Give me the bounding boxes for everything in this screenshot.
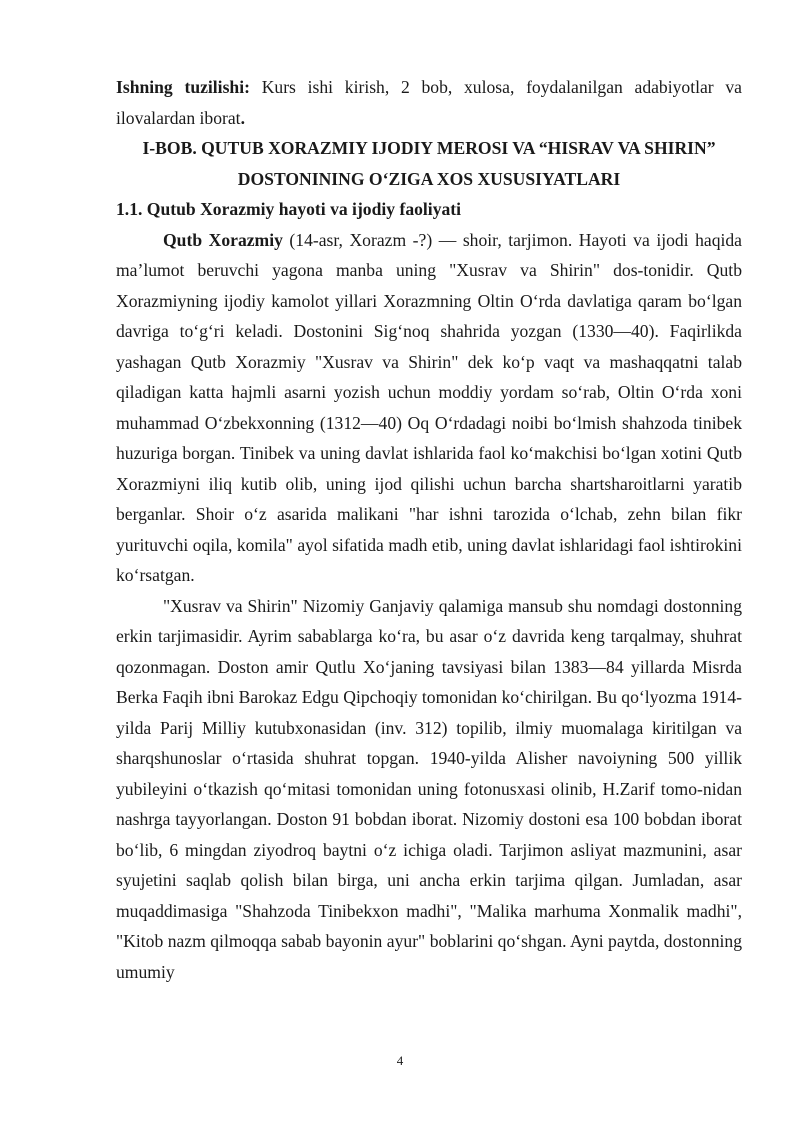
- work-structure-label: Ishning tuzilishi:: [116, 77, 250, 97]
- work-structure-text: Kurs ishi kirish, 2 bob, xulosa, foydalanilgan adabiyotlar va ilovalardan iborat: [116, 77, 742, 128]
- paragraph-lead-name: Qutb Xorazmiy: [163, 229, 283, 250]
- paragraph-1-text: (14-asr, Xorazm -?) — shoir, tarjimon. Hayoti va ijodi haqida ma’lumot beruvchi yagona manba uning "Xusrav va Shirin" dos-tonidir. Qutb Xorazmiyning ijodiy kamolot yillari Xorazmning Oltin O‘rda davlatiga qaram bo‘lgan davriga to‘g‘ri keladi. Dostonini Sig‘noq shahrida yozgan (1330—40). Faqirlikda yashagan Qutb Xorazmiy "Xusrav va Shirin" dek ko‘p vaqt va mashaqqatni talab qiladigan katta hajmli asarni yozish uchun moddiy yordam so‘rab, Oltin O‘rda xoni muhammad O‘zbekxonning (1312—40) Oq O‘rdadagi noibi bo‘lmish shahzoda tinibek huzuriga borgan. Tinibek va uning davlat ishlarida faol ko‘makchisi bo‘lgan xotini Qutb Xorazmiyni iliq kutib olib, uning ijod qilishi uchun barcha shartsharoitlarni yaratib berganlar. Shoir o‘z asarida malikani "har ishni tarozida o‘lchab, zehn bilan fikr yurituvchi oqila, komila" ayol sifatida madh etib, uning davlat ishlaridagi faol ishtirokini ko‘rsatgan.: [116, 229, 742, 585]
- body-paragraph-2: "Xusrav va Shirin" Nizomiy Ganjaviy qalamiga mansub shu nomdagi dostonning erkin tarjimasidir. Ayrim sabablarga ko‘ra, bu asar o‘z davrida keng tarqalmay, shuhrat qozonmagan. Doston amir Qutlu Xo‘janing tavsiyasi bilan 1383—84 yillarda Misrda Berka Faqih ibni Barokaz Edgu Qipchoqiy tomonidan ko‘chirilgan. Bu qo‘lyozma 1914-yilda Parij Milliy kutubxonasidan (inv. 312) topilib, ilmiy muomalaga kiritilgan va sharqshunoslar o‘rtasida shuhrat topgan. 1940-yilda Alisher navoiyning 500 yillik yubileyini o‘tkazish qo‘mitasi tomonidan uning fotonusxasi olinib, H.Zarif tomo-nidan nashrga tayyorlangan. Doston 91 bobdan iborat. Nizomiy dostoni esa 100 bobdan iborat bo‘lib, 6 mingdan ziyodroq baytni o‘z ichiga oladi. Tarjimon asliyat mazmunini, asar syujetini saqlab qolish bilan birga, uni ancha erkin tarjima qilgan. Jumladan, asar muqaddimasiga "Shahzoda Tinibekxon madhi", "Malika marhuma Xonmalik madhi", "Kitob nazm qilmoqqa sabab bayonin ayur" boblarini qo‘shgan. Ayni paytda, dostonning umumiy: [116, 595, 742, 982]
- body-paragraph-1: [116, 225, 742, 591]
- chapter-title: I-BOB. QUTUB XORAZMIY IJODIY MEROSI VA “HISRAV VA SHIRIN” DOSTONINING O‘ZIGA XOS XUSUSIYATLARI: [142, 138, 716, 189]
- work-structure-paragraph: [116, 72, 742, 133]
- page-number: 4: [396, 1053, 404, 1068]
- document-page: [116, 72, 742, 987]
- section-title: 1.1. Qutub Xorazmiy hayoti va ijodiy faoliyati: [116, 199, 462, 219]
- work-structure-period: .: [240, 107, 245, 128]
